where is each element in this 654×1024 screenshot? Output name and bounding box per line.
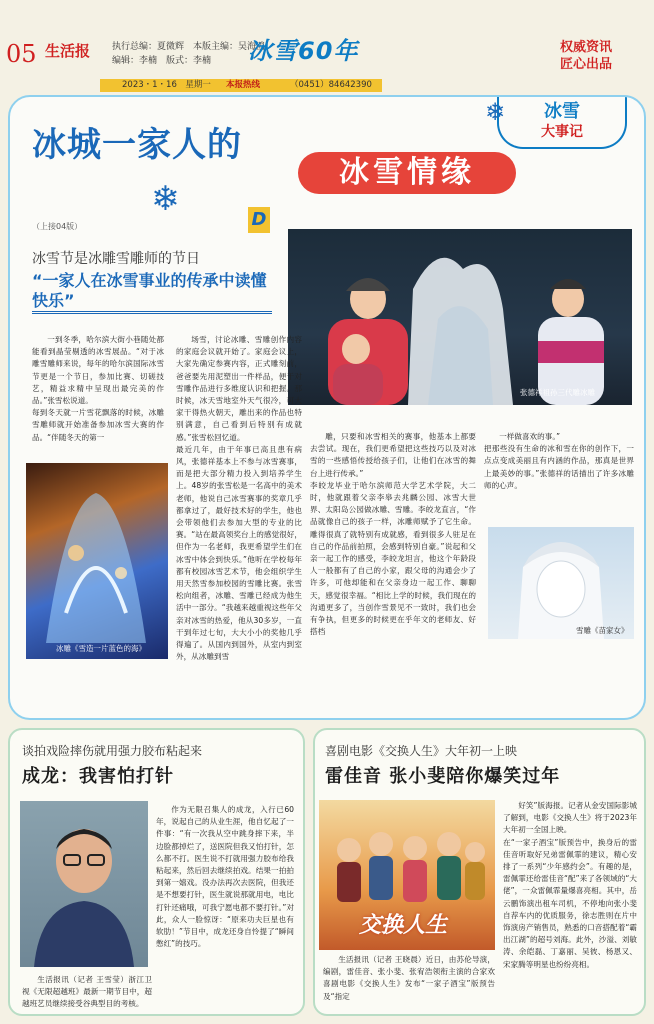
poster-title: 交换人生 — [359, 913, 448, 938]
right-box-title: 雷佳音 张小斐陪你爆笑过年 — [325, 766, 561, 787]
right-box-left-text: 生活报讯（记者 王晓晨）近日，由苏伦导演，编剧，雷佳音、张小斐、张宥浩领衔主演的合家欢喜剧电影《交换人生》发布“一家子酒宝”版预告及“指定 — [323, 955, 495, 1001]
snow-sculpture-illustration — [488, 527, 634, 639]
right-box-column-left — [323, 954, 495, 1003]
ice-photo-caption: 冰雕《雪造一片蓝色的海》 — [56, 644, 146, 653]
page-number: 05 — [6, 40, 37, 68]
left-box-kicker: 谈拍戏险摔伤就用强力胶布粘起来 — [22, 744, 203, 758]
paper-name: 生活报 — [45, 42, 91, 60]
hotline-label: 本报热线 — [226, 80, 261, 90]
feature-col1-text: 一到冬季，哈尔滨大街小巷随处都能看到晶莹剔透的冰雪展品。“对于冰雕雪雕师来说，每年的哈尔滨国际冰雪节更是一个节日，参加比赛、切磋技艺，精益求精中呈现出最完美的作品。”张雪松说道。 每到冬天就一片雪花飘落的时候，冰雕雪雕师就开始准备参加冰雪大赛的作品。“伴随冬天的第一 — [32, 335, 164, 442]
movie-article — [313, 728, 646, 1016]
feature-title-pill — [298, 152, 516, 194]
ice-sculpture-illustration — [26, 463, 168, 659]
left-box-title: 成龙：我害怕打针 — [22, 766, 174, 787]
feature-column-2 — [176, 334, 302, 663]
feature-article — [8, 95, 646, 720]
snowflake-icon: ❄ — [151, 179, 180, 219]
jump-line: （上接04版） — [32, 222, 83, 231]
article-kicker: 冰雪节是冰雕雪雕师的节日 — [32, 251, 200, 267]
feature-column-1 — [32, 334, 164, 444]
left-box-column-bottom — [22, 974, 152, 1011]
family-photo — [288, 229, 632, 405]
left-box-bottom-text: 生活报讯（记者 王雪莹）浙江卫视《无限超越班》最新一期节目中，超越班艺员继续接受谷典型目的考核。 — [22, 975, 152, 1009]
series-badge — [497, 97, 627, 149]
credits-line-1: 执行总编：夏微辉 本版主编：吴海鸥 — [112, 42, 266, 52]
left-box-column-right — [156, 804, 294, 950]
snowflake-icon: ❄ — [485, 98, 506, 126]
family-photo-illustration — [288, 229, 632, 405]
badge-title: 冰雪 — [544, 101, 580, 122]
credits — [112, 40, 265, 68]
feature-col4-text: 一样做喜欢的事。” 把那些没有生命的冰和雪在你的创作下，一点点变成美丽且有内涵的作品，那真是世界上最美妙的事。”张德祥的话描出了许多冰雕师的心声。 — [484, 432, 634, 490]
slogan — [560, 39, 612, 73]
slogan-line-2: 匠心出品 — [560, 57, 613, 72]
snow-photo-caption: 雪雕《苗家女》 — [576, 626, 629, 635]
family-photo-caption: 张德祥祖孙三代雕冰雕 — [520, 388, 595, 397]
hotline-phone: （0451）84642390 — [290, 80, 372, 90]
right-box-column-right — [503, 800, 637, 971]
movie-poster — [319, 800, 495, 950]
badge-subtitle: 大事记 — [541, 124, 583, 140]
dateline — [100, 79, 382, 92]
section-banner: 冰雪60年 — [248, 37, 359, 65]
jackie-chan-article — [8, 728, 305, 1016]
issue-date: 2023・1・16 星期一 — [122, 80, 211, 90]
left-box-right-text: 作为无限召集人的成龙，入行已60年，说起自己的从业生涯，他自忆起了一件事：“有一次我从空中跳身摔下来，半边脸都掉烂了，送医院但我又怕打针，怎么都不打。医生说不打就用强力胶布给我粘起来，然后回去继续拍戏。结果一拍拍到第一嬉戏。没办法再次去医院，但我还是不想要打针，医生就说那就用电，电比打针还痛哦，可我宁愿电都不要打针。”对此，众人一脸惊讶：“原来功夫巨星也有软肋！”节目中，成龙还身自怜提了“瞬间憋红”的技巧。 — [156, 805, 294, 949]
article-subhead: “一家人在冰雪事业的传承中读懂快乐” — [32, 271, 272, 314]
snow-sculpture-photo — [488, 527, 634, 639]
feature-col3-text: 雕，只要和冰雪相关的赛事，他基本上都要去尝试。现在，我们更希望把这些技巧以及对冰雪的一些感悟传授给孩子们，让他们在冰雪的舞台上进行传承。” 李皎龙毕业于哈尔滨师范大学艺术学院，大二时，他就跟着父亲李皋去兆麟公园、冰雪大世界、太阳岛公园做冰雕、雪雕。李皎龙直言，“作品就像自己的孩子一样，冰雕师赋予了它生命。雕得很真了就特别有成就感，看到很多人驻足在自己的作品前拍照，会感到特别自豪。”说起和父亲一起工作的感受，李皎龙坦言，他这个年龄段人一般都有了自己的小家，跟父母的沟通会少了许多，可他却能和在父亲身边一起工作、聊聊天，感觉很幸福。“相比上学的时候，我们现在的沟通更多了，当创作雪景见不一致时，我们也会有争执，但更多的时候更在乎年文的老师友、好搭档 — [310, 432, 476, 637]
feature-column-4 — [484, 431, 634, 492]
feature-column-3 — [310, 431, 476, 638]
jackie-chan-photo — [20, 801, 148, 967]
masthead — [0, 0, 654, 90]
feature-title: 冰城一家人的 — [32, 125, 242, 165]
right-box-right-text: 好笑”版海报。记者从金安国际影城了解到，电影《交换人生》将于2023年大年初一全国上映。 在“一家子酒宝”版预告中，换身后的雷佳音听取好兄弟雷佩霏的建议，精心安排了一系列“少年感约会”。有趣的是，雷佩霏还给雷佳音“配”来了各领域的“大佬”，一众雷佩霏量爆喜亮相。其中，岳云鹏饰演出租车司机，不停地向张小斐自荐车内的优质服务，徐志胜则在片中饰演房产销售员，熟悉的口音搭配着“霸出江湖”的超号刘海。此外，沙溢、刘敏涛、余皑磊、丁嘉丽、吴彼、杨恩又、宋家腾等明星也纷纷亮相。 — [503, 801, 637, 969]
portrait-illustration — [20, 801, 148, 967]
slogan-line-1: 权威资讯 — [560, 40, 613, 55]
feature-col2-text: 场雪，讨论冰雕、雪雕创作内容的家庭会议就开始了。家庭会议上，大家先确定参赛内容，正式雕刻前，爸爸要先用泥塑出一件样品，便于对雪雕作品进行多维度认识和把握。那时候，冰天雪地室外天气很冷，可大家干得热火朝天，雕出来的作品也特别满意，自己看到后特别有成就感。”张雪松回忆道。 最近几年，由于年事已高且患有病风，张德祥基本上不参与冰雪赛事，而是把大部分精力投入到培养学生上。48岁的张雪松是一名高中的美术老师，他说自己冰雪赛事的奖章几乎都拿过了，最好技术好的学生，他也会带领他们去参加大型的专业的比赛。“站在最高领奖台上的感觉很好，但作为一名老师，我更希望学生们在冰雪中体会到快乐。”他听在学校每年都有校园冰雪艺术节，他会组织学生用天然雪参加校园的雪雕比赛。张雪松向组者，冰雕、雪雕已经成为他生活中一部分。“我越来越重视这些年父亲对冰雪的热爱，他从30多岁，一直干到年过七旬，大大小小的奖他几乎得遍了。从国内到国外，从室内到室外，从冰雕到雪 — [176, 335, 302, 662]
feature-title-red: 冰雪情缘 — [339, 155, 475, 190]
corner-marker: D — [248, 207, 270, 233]
right-box-kicker: 喜剧电影《交换人生》大年初一上映 — [325, 744, 518, 758]
credits-line-2: 编辑：李楠 版式：李楠 — [112, 56, 212, 66]
ice-sculpture-photo — [26, 463, 168, 659]
